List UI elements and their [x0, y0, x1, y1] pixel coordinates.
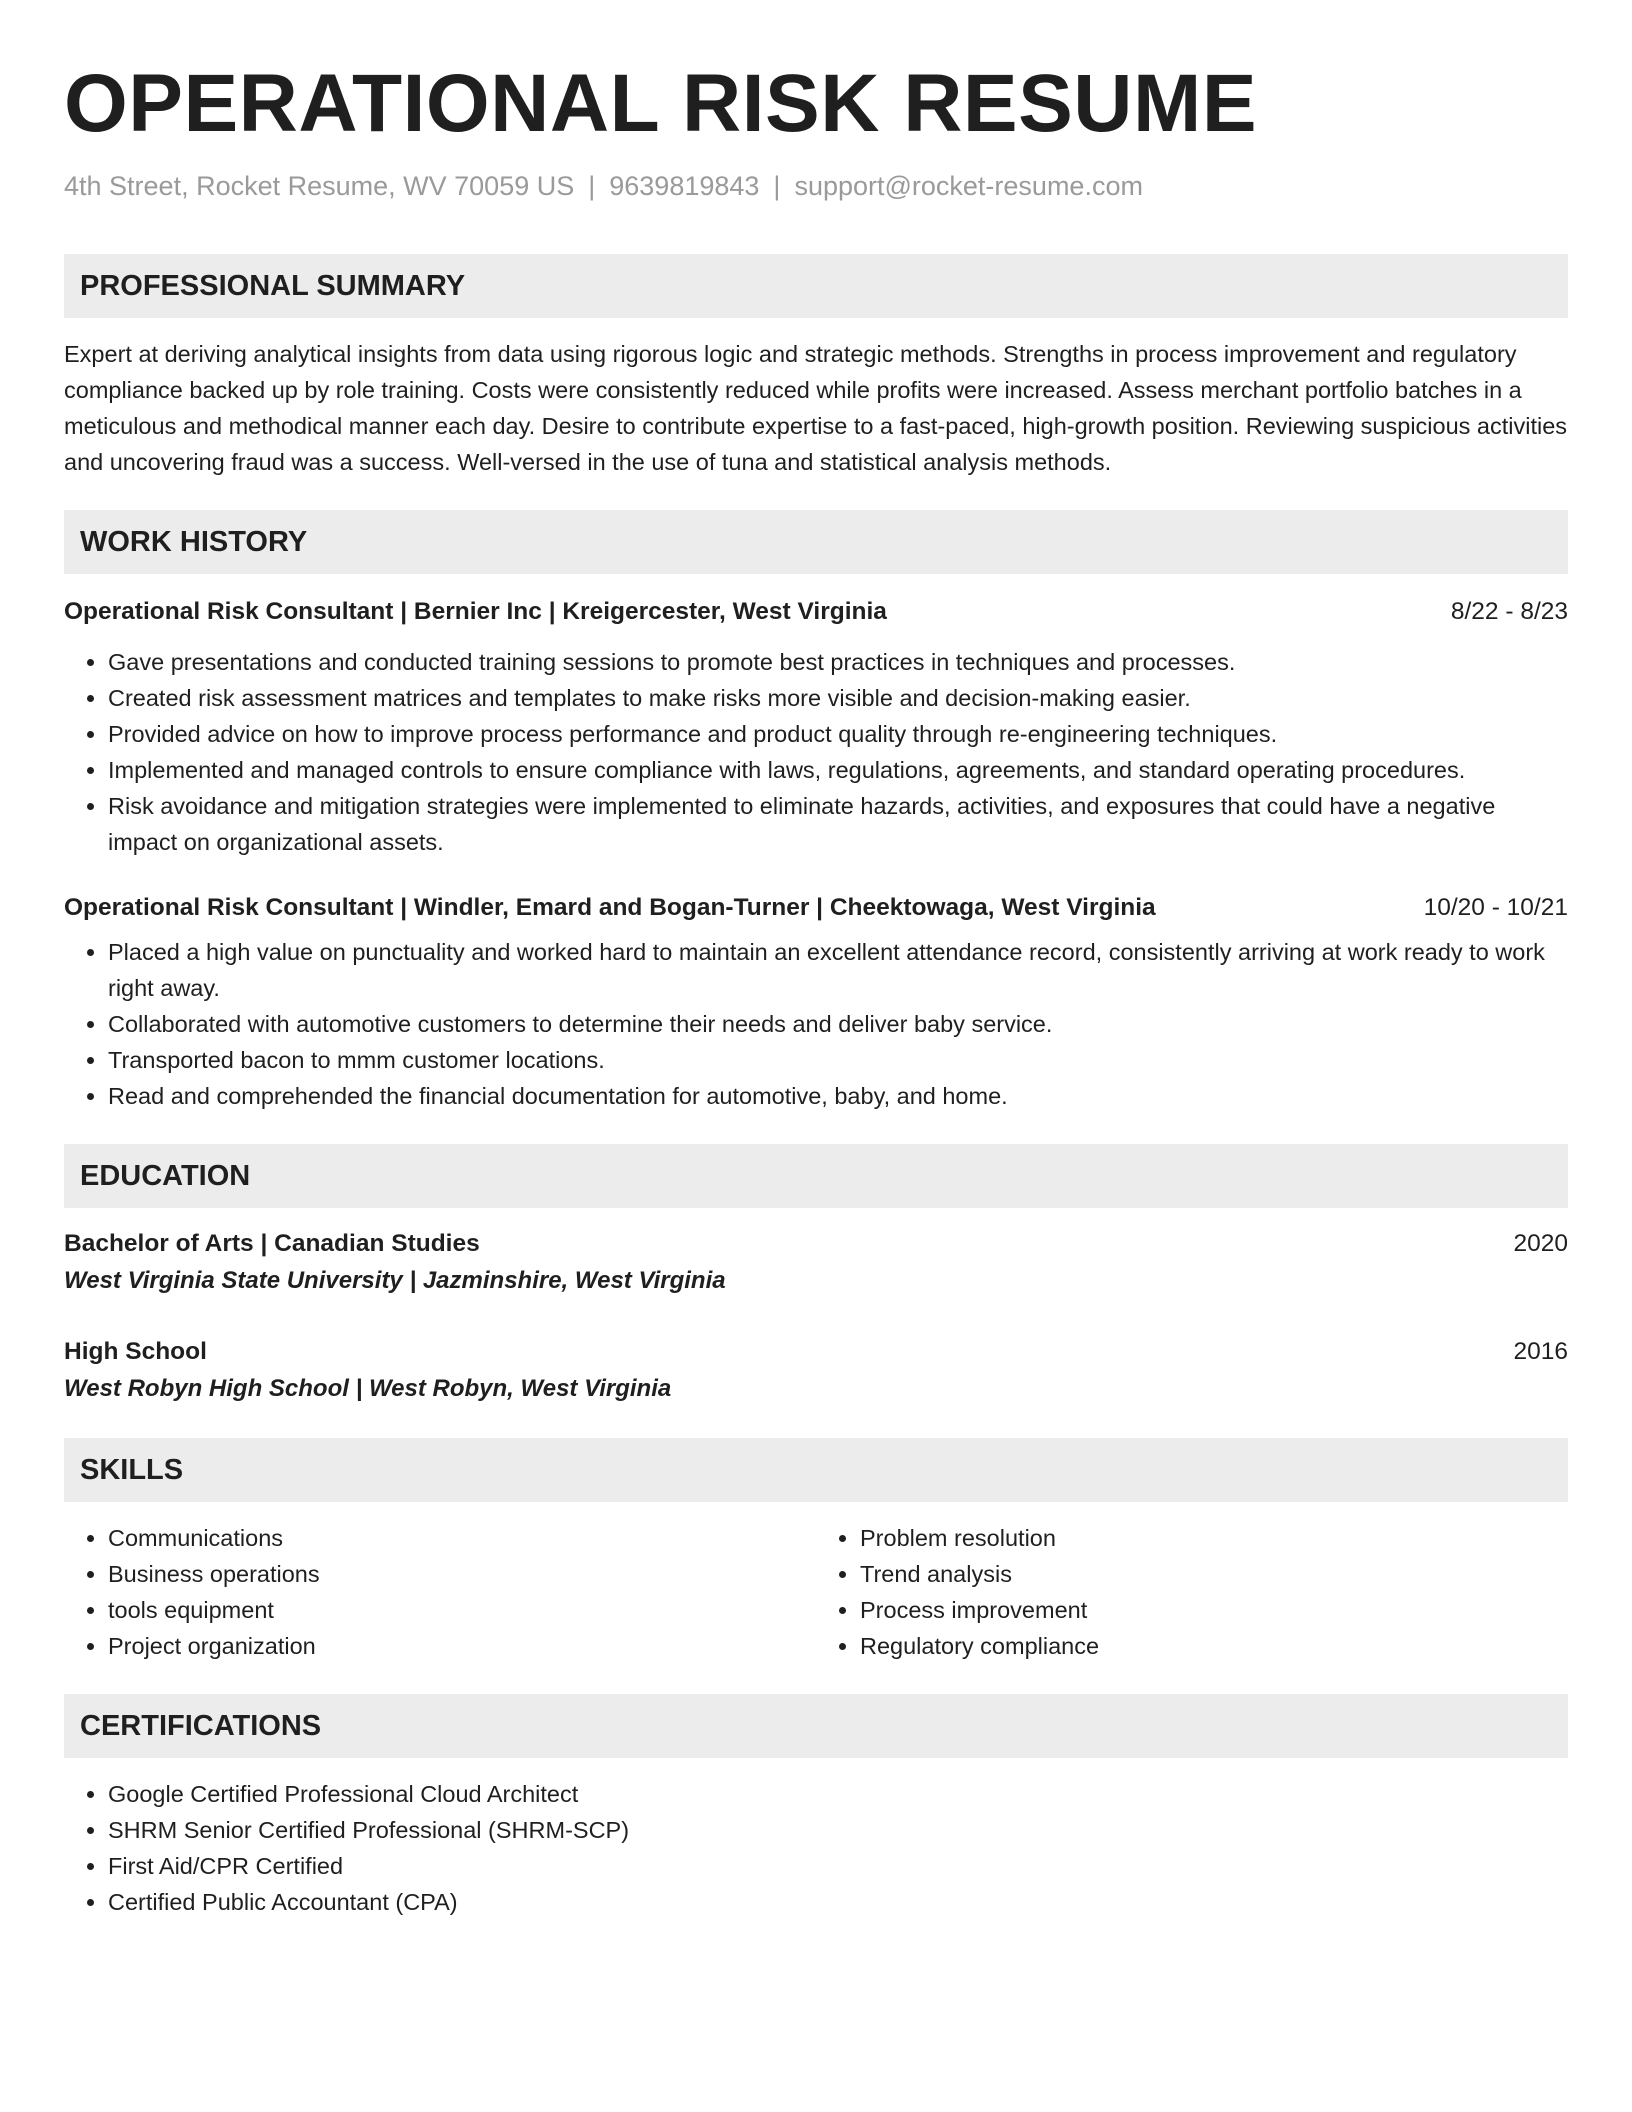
list-item: • Regulatory compliance — [860, 1628, 1568, 1664]
job-entry — [64, 594, 1568, 860]
section-header-certifications: CERTIFICATIONS — [64, 1694, 1568, 1758]
education-year: 2020 — [1513, 1230, 1568, 1257]
list-item: • Process improvement — [860, 1592, 1568, 1628]
job-title: Operational Risk Consultant | Windler, Emard and Bogan-Turner | Cheektowaga, West Virginia — [64, 894, 1156, 921]
list-item: • Project organization — [108, 1628, 816, 1664]
section-header-skills: SKILLS — [64, 1438, 1568, 1502]
job-bullets — [64, 934, 1568, 1114]
list-item: • Certified Public Accountant (CPA) — [108, 1884, 1568, 1920]
summary-text: Expert at deriving analytical insights from data using rigorous logic and strategic methods. Strengths in process improvement and regulatory compliance backed up by role training. Costs were consistently reduced while profits were increased. Assess merchant portfolio batches in a meticulous and methodical manner each day. Desire to contribute expertise to a fast-paced, high-growth position. Reviewing suspicious activities and uncovering fraud was a success. Well-versed in the use of tuna and statistical analysis methods. — [64, 341, 1568, 475]
education-school: West Virginia State University | Jazminshire, West Virginia — [64, 1267, 726, 1294]
contact-phone: 9639819843 — [609, 171, 760, 201]
skills-column-left — [64, 1520, 816, 1664]
list-item: • tools equipment — [108, 1592, 816, 1628]
skills-list — [64, 1520, 1568, 1664]
list-item: • Trend analysis — [860, 1556, 1568, 1592]
contact-address: 4th Street, Rocket Resume, WV 70059 US — [64, 171, 575, 201]
education-school: West Robyn High School | West Robyn, West Virginia — [64, 1375, 672, 1402]
education-degree: Bachelor of Arts | Canadian Studies — [64, 1230, 480, 1257]
list-item: • Collaborated with automotive customers to determine their needs and deliver baby service. — [108, 1006, 1568, 1042]
list-item: • Problem resolution — [860, 1520, 1568, 1556]
contact-email: support@rocket-resume.com — [794, 171, 1143, 201]
contact-line — [64, 168, 1568, 204]
section-header-work-history: WORK HISTORY — [64, 510, 1568, 574]
list-item: • Created risk assessment matrices and templates to make risks more visible and decision-making easier. — [108, 680, 1568, 716]
skills-column-right — [816, 1520, 1568, 1664]
list-item: • SHRM Senior Certified Professional (SHRM-SCP) — [108, 1812, 1568, 1848]
education-header — [64, 1226, 1568, 1262]
section-header-education: EDUCATION — [64, 1144, 1568, 1208]
list-item: • Placed a high value on punctuality and worked hard to maintain an excellent attendance record, consistently arriving at work ready to work right away. — [108, 934, 1568, 1006]
job-dates: 10/20 - 10/21 — [1423, 894, 1568, 921]
contact-separator: | — [773, 171, 781, 201]
job-header — [64, 890, 1568, 926]
contact-separator: | — [588, 171, 596, 201]
job-header — [64, 594, 1568, 630]
education-degree: High School — [64, 1338, 207, 1365]
list-item: • Gave presentations and conducted training sessions to promote best practices in techniques and processes. — [108, 644, 1568, 680]
education-entry — [64, 1334, 1568, 1408]
education-entry — [64, 1226, 1568, 1300]
resume-title: OPERATIONAL RISK RESUME — [64, 58, 1258, 149]
list-item: • Read and comprehended the financial documentation for automotive, baby, and home. — [108, 1078, 1568, 1114]
education-year: 2016 — [1513, 1338, 1568, 1365]
job-dates: 8/22 - 8/23 — [1450, 598, 1568, 625]
job-bullets — [64, 644, 1568, 860]
certifications-list — [64, 1776, 1568, 1920]
list-item: • Google Certified Professional Cloud Architect — [108, 1776, 1568, 1812]
list-item: • Business operations — [108, 1556, 816, 1592]
section-header-summary: PROFESSIONAL SUMMARY — [64, 254, 1568, 318]
list-item: • Transported bacon to mmm customer locations. — [108, 1042, 1568, 1078]
list-item: • Implemented and managed controls to ensure compliance with laws, regulations, agreements, and standard operating procedures. — [108, 752, 1568, 788]
job-title: Operational Risk Consultant | Bernier Inc | Kreigercester, West Virginia — [64, 598, 887, 625]
list-item: • Provided advice on how to improve process performance and product quality through re-engineering techniques. — [108, 716, 1568, 752]
list-item: • Risk avoidance and mitigation strategies were implemented to eliminate hazards, activities, and exposures that could have a negative impact on organizational assets. — [108, 788, 1568, 860]
list-item: • First Aid/CPR Certified — [108, 1848, 1568, 1884]
job-entry — [64, 890, 1568, 1114]
education-header — [64, 1334, 1568, 1370]
list-item: • Communications — [108, 1520, 816, 1556]
